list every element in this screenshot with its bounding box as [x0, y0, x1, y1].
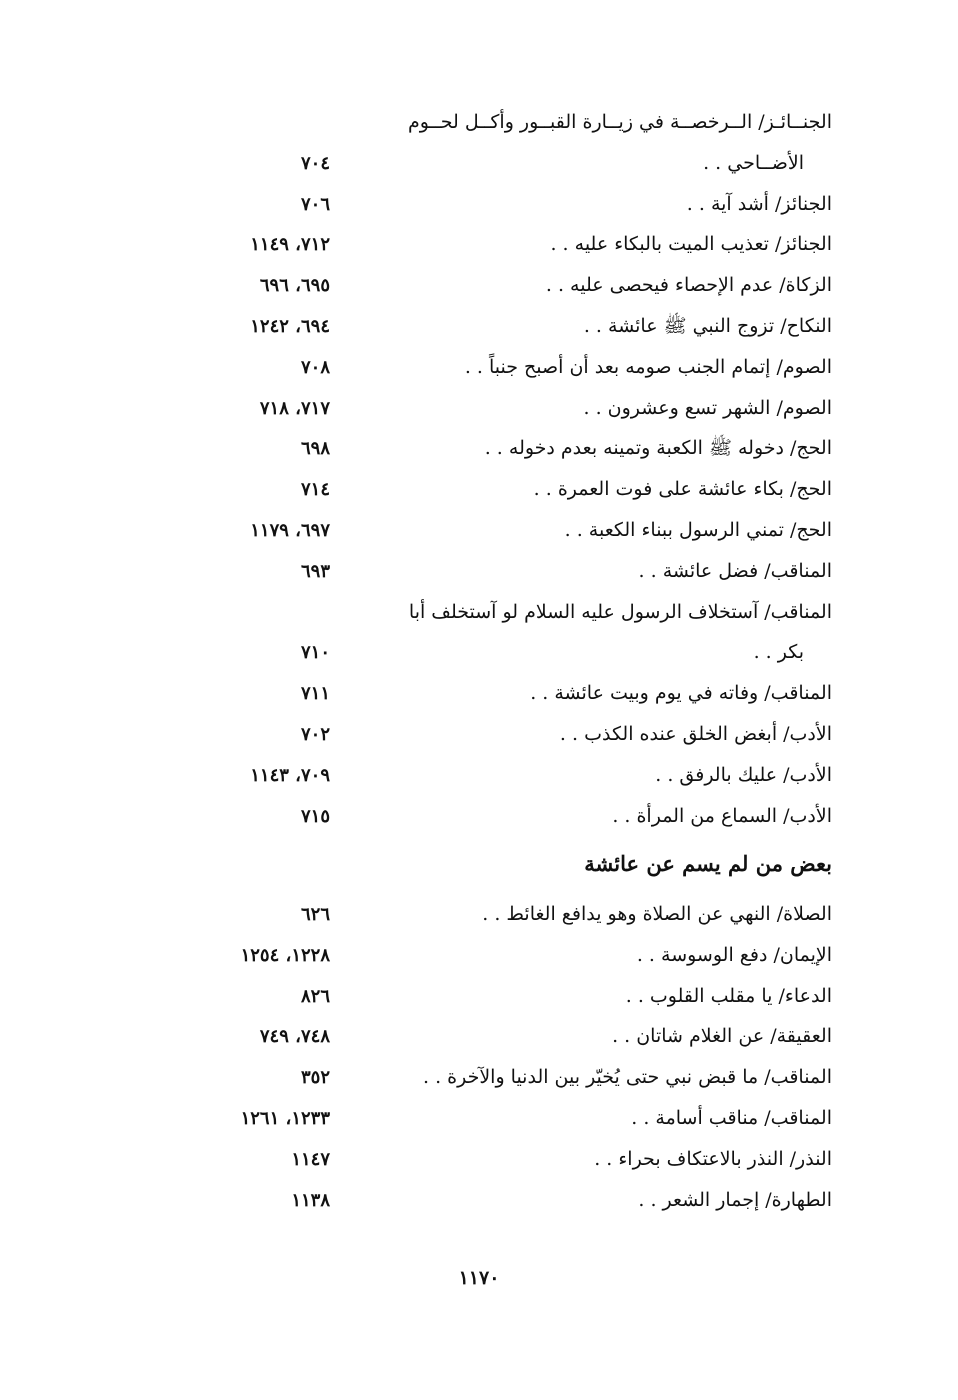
entry-pages: ٣٥٢	[300, 1067, 330, 1089]
entry-topic: الإيمان/ دفع الوسوسة . .	[636, 943, 832, 966]
index-row	[190, 797, 832, 838]
entry-topic: الصلاة/ النهي عن الصلاة وهو يدافع الغائط . .	[482, 903, 832, 925]
entry-topic: الحج/ بكاء عائشة على فوت العمرة . .	[533, 478, 832, 501]
entry-topic: الزكاة/ عدم الإحصاء فيحصى عليه . .	[545, 274, 832, 297]
index-row	[190, 1017, 832, 1058]
index-row	[190, 674, 832, 715]
entry-topic-continuation: بكر . .	[753, 641, 804, 664]
entry-topic: المناقب/ ما قبض نبي حتى يُخيّر بين الدنيا والآخرة . .	[422, 1066, 832, 1089]
entry-pages: ٧٠٦	[300, 193, 330, 215]
index-row	[190, 144, 832, 185]
index-list	[190, 103, 832, 837]
index-row	[190, 307, 832, 348]
entry-topic: الدعاء/ يا مقلب القلوب . .	[625, 984, 832, 1007]
entry-pages: ٧٠٨	[300, 356, 330, 378]
index-row	[190, 511, 832, 552]
index-row	[190, 429, 832, 470]
index-list-unnamed	[190, 895, 832, 1221]
index-row	[190, 266, 832, 307]
index-row	[190, 552, 832, 593]
entry-topic: الطهارة/ إجمار الشعر . .	[638, 1188, 832, 1211]
index-row	[190, 977, 832, 1018]
index-row	[190, 936, 832, 977]
entry-topic: الحج/ تمني الرسول ببناء الكعبة . .	[564, 518, 832, 541]
page-number: ١١٧٠	[458, 1267, 500, 1289]
entry-topic: الحج/ دخوله ﷺ الكعبة وتمينه بعدم دخوله . .	[484, 437, 832, 460]
entry-pages: ١٢٢٨، ١٢٥٤	[240, 944, 330, 966]
entry-topic: الأدب/ السماع من المرأة . .	[612, 804, 832, 827]
entry-pages: ٧٤٨، ٧٤٩	[259, 1026, 330, 1048]
entry-topic: الأدب/ عليك بالرفق . .	[655, 763, 832, 786]
entry-pages: ٧١٤	[300, 479, 330, 501]
entry-topic: المناقب/ آستخلاف الرسول عليه السلام لو آستخلف أبا	[408, 600, 832, 623]
index-row	[190, 895, 832, 936]
index-row	[190, 389, 832, 430]
entry-topic: العقيقة/ عن الغلام شاتان . .	[612, 1025, 832, 1048]
index-row	[190, 1058, 832, 1099]
entry-pages: ٦٩٨	[300, 438, 330, 460]
entry-pages: ٧٠٢	[300, 723, 330, 745]
entry-pages: ١١٤٧	[291, 1148, 330, 1170]
entry-topic: المناقب/ مناقب أسامة . .	[631, 1106, 832, 1129]
index-row	[190, 225, 832, 266]
entry-pages: ٧١٥	[300, 805, 330, 827]
entry-topic-continuation: الأضــاحي . .	[703, 151, 804, 174]
entry-pages: ٨٢٦	[300, 985, 330, 1007]
entry-pages: ٧٠٩، ١١٤٣	[250, 764, 330, 786]
entry-topic: الجنائز/ تعذيب الميت بالبكاء عليه . .	[550, 233, 832, 256]
index-row	[190, 470, 832, 511]
index-row	[190, 715, 832, 756]
entry-topic: المناقب/ فضل عائشة . .	[638, 559, 832, 582]
entry-pages: ٦٢٦	[300, 904, 330, 925]
index-row	[190, 1099, 832, 1140]
entry-topic: الجنائز/ أشد آية . .	[686, 192, 832, 215]
section-heading: بعض من لم يسم عن عائشة	[584, 851, 832, 876]
entry-pages: ١٢٣٣، ١٢٦١	[240, 1107, 330, 1129]
index-row	[190, 348, 832, 389]
entry-pages: ٧٠٤	[300, 152, 330, 174]
index-row	[190, 1140, 832, 1181]
entry-pages: ١١٣٨	[291, 1189, 330, 1211]
index-row	[190, 593, 832, 634]
entry-pages: ٦٩٥، ٦٩٦	[259, 275, 330, 297]
entry-topic: الأدب/ أبغض الخلق عنده الكذب . .	[559, 722, 832, 745]
entry-topic: الصوم/ إتمام الجنب صومه بعد أن أصبح جنباً . .	[464, 355, 832, 378]
index-row	[190, 1181, 832, 1222]
entry-pages: ٦٩٣	[300, 560, 330, 582]
index-row	[190, 756, 832, 797]
entry-topic: الجنــائـز/ الــرخصــة في زيــارة القبــور وأكــل لحــوم	[408, 111, 832, 133]
entry-topic: النذر/ النذر بالاعتكاف بحراء . .	[594, 1147, 832, 1170]
index-row	[190, 185, 832, 226]
entry-pages: ٦٩٧، ١١٧٩	[250, 519, 330, 541]
index-row	[190, 103, 832, 144]
index-row	[190, 633, 832, 674]
entry-topic: النكاح/ تزوج النبي ﷺ عائشة . .	[583, 314, 832, 337]
entry-topic: المناقب/ وفاته في يوم وبيت عائشة . .	[530, 682, 832, 705]
entry-pages: ٧١٠	[300, 642, 330, 664]
entry-pages: ٧١٧، ٧١٨	[259, 397, 330, 419]
entry-pages: ٧١١	[300, 683, 330, 705]
entry-pages: ٦٩٤، ١٢٤٢	[250, 315, 330, 337]
entry-pages: ٧١٢، ١١٤٩	[250, 234, 330, 256]
entry-topic: الصوم/ الشهر تسع وعشرون . .	[583, 396, 832, 419]
